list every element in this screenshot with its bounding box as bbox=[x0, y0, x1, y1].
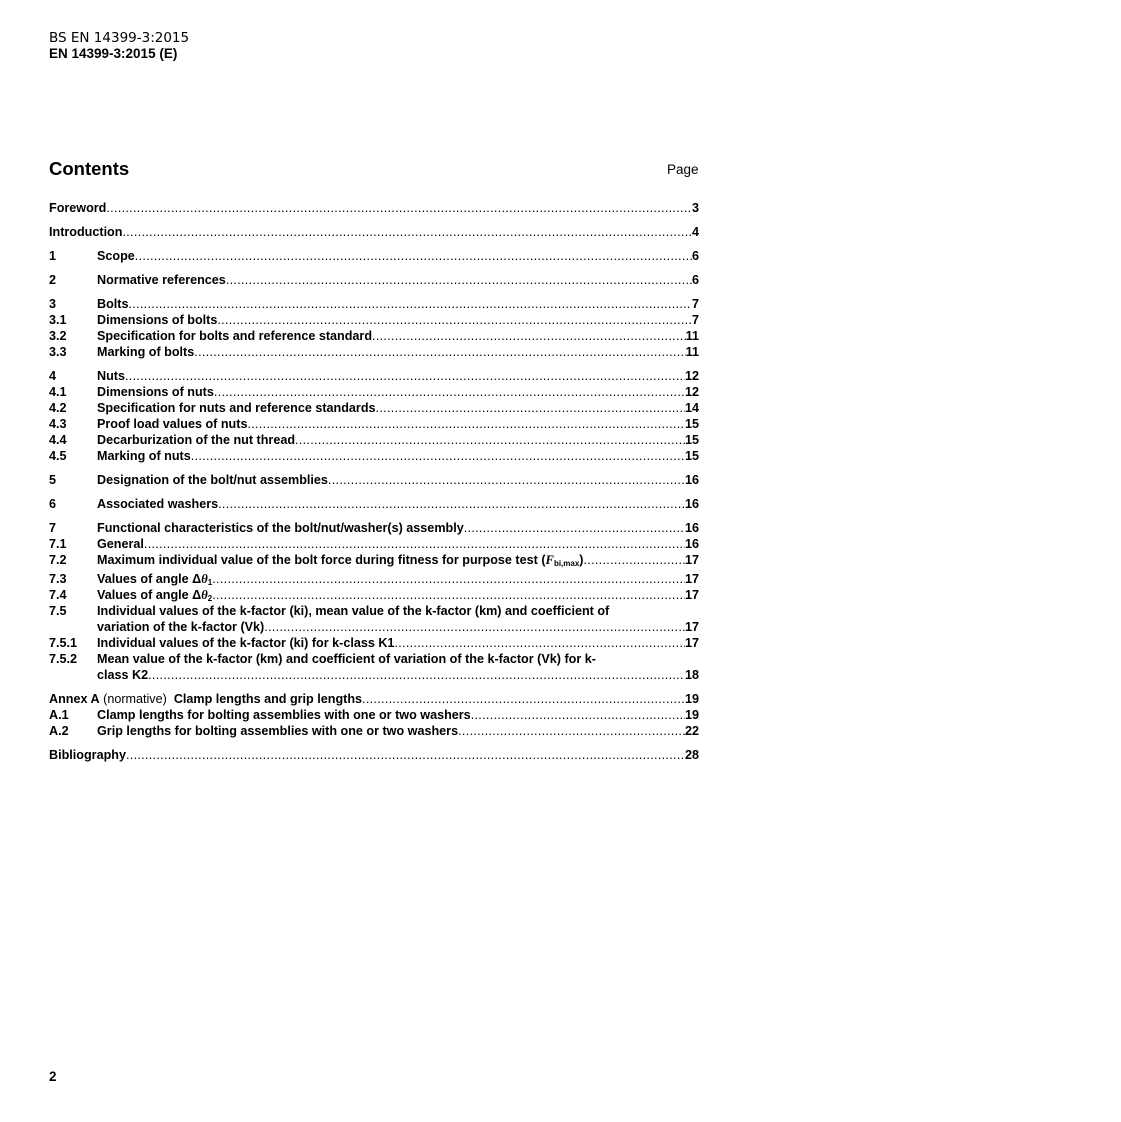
toc-entry-7-5-2-continued[interactable] bbox=[49, 667, 699, 683]
toc-entry-title: Dimensions of nuts bbox=[97, 385, 214, 399]
toc-page-number: 28 bbox=[684, 748, 699, 762]
toc-entry-3-3[interactable] bbox=[49, 344, 699, 360]
toc-entry-number: 3 bbox=[49, 297, 57, 311]
toc-entry-title-line1: Individual values of the k-factor (ki), mean value of the k-factor (km) and coefficient of bbox=[97, 604, 610, 618]
toc-leader bbox=[226, 272, 692, 288]
toc-leader bbox=[372, 328, 686, 344]
toc-page-number: 15 bbox=[684, 449, 699, 463]
toc-page-number: 19 bbox=[684, 708, 699, 722]
toc-page-number: 7 bbox=[691, 313, 699, 327]
toc-entry-bibliography[interactable] bbox=[49, 747, 699, 763]
toc-leader bbox=[144, 536, 685, 552]
toc-entry-title: Bolts bbox=[97, 297, 129, 311]
toc-entry-number: 3.3 bbox=[49, 345, 67, 359]
toc-entry-number: 7.5.2 bbox=[49, 652, 78, 666]
toc-entry-3[interactable] bbox=[49, 296, 699, 312]
toc-leader bbox=[125, 368, 685, 384]
toc-leader bbox=[247, 416, 685, 432]
toc-entry-4[interactable] bbox=[49, 368, 699, 384]
toc-entry-number: A.2 bbox=[49, 724, 69, 738]
toc-entry-7[interactable] bbox=[49, 520, 699, 536]
toc-leader bbox=[106, 200, 692, 216]
toc-entry-4-1[interactable] bbox=[49, 384, 699, 400]
toc-entry-7-5-2[interactable] bbox=[49, 651, 699, 667]
toc-entry-title: Associated washers bbox=[97, 497, 219, 511]
toc-leader bbox=[126, 747, 685, 763]
toc-entry-number: 2 bbox=[49, 273, 57, 287]
page-column-label: Page bbox=[667, 162, 699, 177]
toc-leader bbox=[217, 312, 692, 328]
toc-entry-title: Grip lengths for bolting assemblies with one or two washers bbox=[97, 724, 459, 738]
toc-entry-number: 4 bbox=[49, 369, 57, 383]
toc-entry-number: 4.2 bbox=[49, 401, 67, 415]
toc-entry-title: Individual values of the k-factor (ki) for k-class K1 bbox=[97, 636, 395, 650]
toc-page-number: 19 bbox=[684, 692, 699, 706]
toc-page-number: 15 bbox=[684, 417, 699, 431]
toc-leader bbox=[328, 472, 685, 488]
toc-leader bbox=[214, 384, 685, 400]
toc-page-number: 16 bbox=[684, 473, 699, 487]
toc-page-number: 16 bbox=[684, 521, 699, 535]
toc-entry-number: 4.1 bbox=[49, 385, 67, 399]
toc-page-number: 4 bbox=[691, 225, 699, 239]
contents-title: Contents bbox=[49, 158, 130, 179]
standard-reference-en: EN 14399-3:2015 (E) bbox=[49, 46, 178, 61]
toc-entry-title-line1: Mean value of the k-factor (km) and coefficient of variation of the k-factor (Vk) for k- bbox=[97, 652, 596, 666]
toc-entry-number: 4.4 bbox=[49, 433, 67, 447]
toc-entry-3-1[interactable] bbox=[49, 312, 699, 328]
toc-leader bbox=[264, 619, 685, 635]
toc-entry-title: Functional characteristics of the bolt/nut/washer(s) assembly bbox=[97, 521, 464, 535]
toc-leader bbox=[191, 448, 685, 464]
annex-label: Annex A bbox=[49, 692, 100, 706]
toc-entry-4-5[interactable] bbox=[49, 448, 699, 464]
toc-leader bbox=[458, 723, 685, 739]
toc-entry-title: Dimensions of bolts bbox=[97, 313, 218, 327]
toc-entry-title: Values of angle $\Delta\theta_1$ bbox=[97, 572, 213, 587]
toc-page-number: 6 bbox=[691, 273, 699, 287]
toc-leader bbox=[464, 520, 685, 536]
toc-entry-title: Proof load values of nuts bbox=[97, 417, 248, 431]
toc-leader bbox=[128, 296, 692, 312]
toc-entry-number: 1 bbox=[49, 249, 57, 263]
toc-entry-introduction[interactable] bbox=[49, 224, 699, 240]
toc-leader bbox=[148, 667, 685, 683]
toc-entry-title: Specification for nuts and reference standards bbox=[97, 401, 376, 415]
toc-entry-7-1[interactable] bbox=[49, 536, 699, 552]
toc-leader bbox=[471, 707, 685, 723]
toc-entry-number: 7.1 bbox=[49, 537, 67, 551]
toc-page-number: 22 bbox=[684, 724, 699, 738]
standard-reference: BS EN 14399-3:2015 bbox=[49, 30, 190, 46]
toc-entry-title: Values of angle $\Delta\theta_2$ bbox=[97, 588, 213, 603]
toc-entry-7-4[interactable] bbox=[49, 587, 699, 603]
toc-entry-number: 6 bbox=[49, 497, 57, 511]
toc-entry-5[interactable] bbox=[49, 472, 699, 488]
toc-entry-number: 4.5 bbox=[49, 449, 67, 463]
toc-leader bbox=[295, 432, 685, 448]
toc-entry-number: 5 bbox=[49, 473, 57, 487]
toc-leader bbox=[583, 552, 685, 572]
toc-page-number: 3 bbox=[691, 201, 699, 215]
toc-page-number: 6 bbox=[691, 249, 699, 263]
toc-entry-title: General bbox=[97, 537, 144, 551]
toc-entry-title: Marking of nuts bbox=[97, 449, 191, 463]
toc-entry-3-2[interactable] bbox=[49, 328, 699, 344]
toc-page-number: 12 bbox=[684, 369, 699, 383]
toc-page-number: 17 bbox=[684, 636, 699, 650]
toc-page-number: 11 bbox=[685, 329, 699, 343]
toc-entry-title: Designation of the bolt/nut assemblies bbox=[97, 473, 328, 487]
toc-entry-title: Normative references bbox=[97, 273, 226, 287]
toc-entry-title: Bibliography bbox=[49, 748, 126, 762]
toc-entry-2[interactable] bbox=[49, 272, 699, 288]
toc-entry-1[interactable] bbox=[49, 248, 699, 264]
toc-page-number: 11 bbox=[685, 345, 699, 359]
toc-leader bbox=[376, 400, 685, 416]
toc-leader bbox=[362, 691, 685, 707]
toc-page-number: 14 bbox=[684, 401, 699, 415]
toc-leader bbox=[194, 344, 685, 360]
toc-page-number: 16 bbox=[684, 537, 699, 551]
toc-entry-7-3[interactable] bbox=[49, 571, 699, 587]
toc-entry-4-3[interactable] bbox=[49, 416, 699, 432]
toc-entry-number: 7.2 bbox=[49, 553, 67, 567]
toc-entry-4-2[interactable] bbox=[49, 400, 699, 416]
toc-page-number: 17 bbox=[684, 572, 699, 586]
toc-page-number: 15 bbox=[684, 433, 699, 447]
toc-entry-a-1[interactable] bbox=[49, 707, 699, 723]
toc-entry-number: 4.3 bbox=[49, 417, 67, 431]
toc-entry-7-5-continued[interactable] bbox=[49, 619, 699, 635]
toc-entry-number: A.1 bbox=[49, 708, 69, 722]
toc-entry-7-5[interactable] bbox=[49, 603, 699, 619]
toc-entry-number: 3.2 bbox=[49, 329, 67, 343]
toc-page-number: 17 bbox=[684, 620, 699, 634]
toc-entry-title: Maximum individual value of the bolt force during fitness for purpose test $(F_{bi,max})$ bbox=[97, 553, 584, 568]
toc-entry-number: 7 bbox=[49, 521, 57, 535]
toc-entry-a-2[interactable] bbox=[49, 723, 699, 739]
toc-entry-title-line2: class K2 bbox=[97, 668, 149, 682]
toc-entry-6[interactable] bbox=[49, 496, 699, 512]
toc-entry-title: Scope bbox=[97, 249, 135, 263]
toc-entry-title: Specification for bolts and reference standard bbox=[97, 329, 373, 343]
toc-entry-4-4[interactable] bbox=[49, 432, 699, 448]
toc-entry-7-5-1[interactable] bbox=[49, 635, 699, 651]
toc-entry-7-2[interactable] bbox=[49, 552, 699, 568]
toc-entry-annex-a[interactable] bbox=[49, 691, 699, 707]
toc-entry-number: 3.1 bbox=[49, 313, 67, 327]
toc-entry-title: Marking of bolts bbox=[97, 345, 195, 359]
toc-page-number: 18 bbox=[684, 668, 699, 682]
toc-entry-foreword[interactable] bbox=[49, 200, 699, 216]
toc-entry-number: 7.5 bbox=[49, 604, 67, 618]
toc-entry-title: Introduction bbox=[49, 225, 123, 239]
toc-entry-title: Foreword bbox=[49, 201, 107, 215]
toc-entry-title: Decarburization of the nut thread bbox=[97, 433, 296, 447]
page-number: 2 bbox=[49, 1069, 57, 1084]
toc-page-number: 17 bbox=[684, 553, 699, 567]
toc-entry-title: Nuts bbox=[97, 369, 125, 383]
toc-entry-number: 7.5.1 bbox=[49, 636, 78, 650]
annex-type: (normative) bbox=[103, 692, 167, 706]
toc-entry-number: 7.4 bbox=[49, 588, 67, 602]
toc-page-number: 16 bbox=[684, 497, 699, 511]
toc-leader bbox=[218, 496, 685, 512]
toc-leader bbox=[135, 248, 692, 264]
toc-leader bbox=[122, 224, 692, 240]
toc-entry-title: Clamp lengths for bolting assemblies with one or two washers bbox=[97, 708, 471, 722]
toc-page-number: 17 bbox=[684, 588, 699, 602]
toc-entry-number: 7.3 bbox=[49, 572, 67, 586]
toc-entry-title: Annex A (normative) Clamp lengths and grip lengths bbox=[49, 692, 363, 706]
toc-page-number: 7 bbox=[691, 297, 699, 311]
toc-leader bbox=[394, 635, 685, 651]
toc-page-number: 12 bbox=[684, 385, 699, 399]
toc-entry-title-line2: variation of the k-factor (Vk) bbox=[97, 620, 265, 634]
